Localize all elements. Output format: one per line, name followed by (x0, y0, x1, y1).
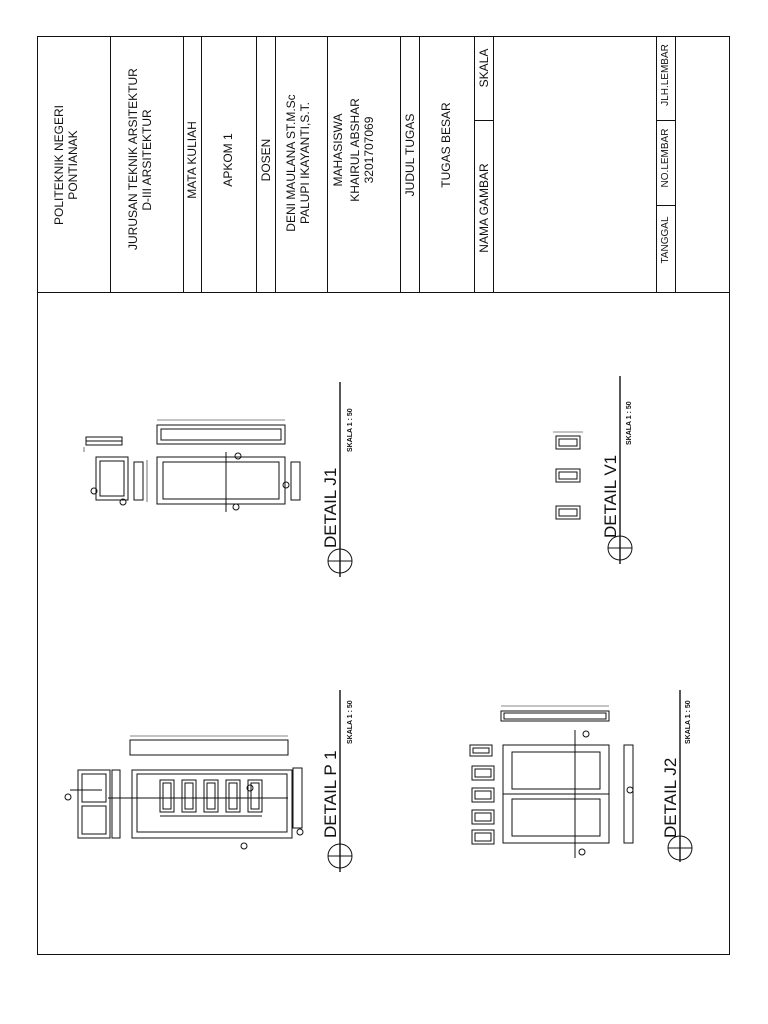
student-info: KHAIRUL ABSHAR 3201707069 (348, 98, 376, 202)
task-value: TUGAS BESAR (439, 102, 453, 188)
sheet-count-label: JLH.LEMBAR (660, 44, 671, 106)
detail-j2-drawing (470, 690, 692, 862)
detail-j2-title: DETAIL J2 (661, 757, 680, 838)
detail-p1-drawing (65, 690, 352, 872)
detail-v1-scale: SKALA 1 : 50 (626, 401, 633, 445)
detail-v1-drawing (553, 376, 632, 564)
detail-j2-scale: SKALA 1 : 50 (685, 700, 692, 744)
course-value: APKOM 1 (221, 133, 235, 187)
detail-j1-title: DETAIL J1 (321, 467, 340, 548)
detail-j1-scale: SKALA 1 : 50 (347, 408, 354, 452)
task-label: JUDUL TUGAS (403, 113, 417, 197)
detail-v1-title: DETAIL V1 (601, 454, 620, 538)
department-name: JURUSAN TEKNIK ARSITEKTUR D-III ARSITEKTUR (126, 68, 154, 250)
student-label: MAHASISWA (331, 113, 345, 187)
drawing-name-label: NAMA GAMBAR (477, 163, 491, 253)
detail-p1-title: DETAIL P 1 (321, 750, 340, 838)
lecturer-names: DENI MAULANA ST.M.Sc PALUPI IKAYANTI,S.T. (284, 94, 312, 232)
sheet-number-label: NO.LEMBAR (660, 128, 671, 188)
lecturer-label: DOSEN (259, 138, 273, 182)
detail-j1-drawing (84, 382, 352, 577)
course-label: MATA KULIAH (185, 121, 199, 199)
institution-name: POLITEKNIK NEGERI PONTIANAK (52, 104, 80, 226)
scale-label: SKALA (477, 48, 491, 88)
detail-p1-scale: SKALA 1 : 50 (347, 700, 354, 744)
date-label: TANGGAL (660, 216, 671, 264)
